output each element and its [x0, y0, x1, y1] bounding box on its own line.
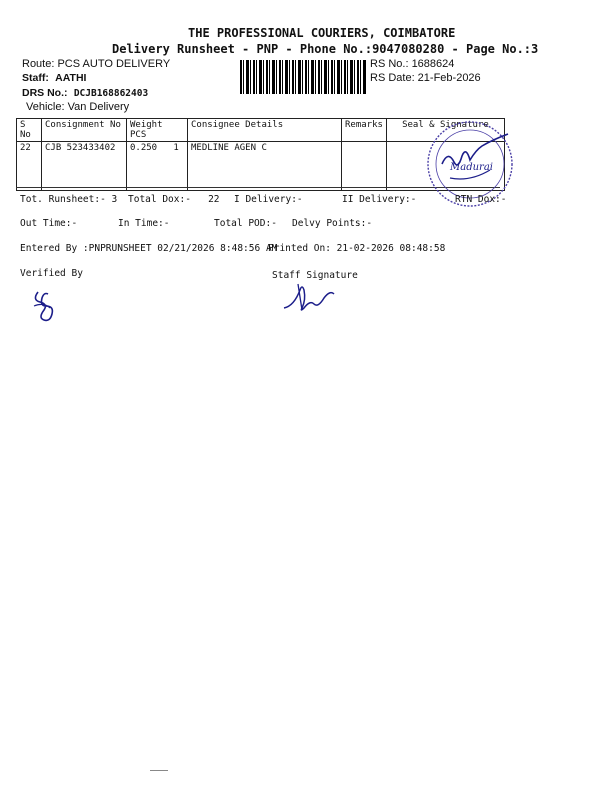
stamp-text: Madurai — [450, 162, 493, 173]
cell-consignment: CJB 523433402 — [42, 142, 127, 191]
route-text: Route: PCS AUTO DELIVERY — [22, 58, 171, 70]
verified-signature — [28, 288, 58, 324]
rtn-dox: RTN Dox:- — [455, 194, 507, 205]
drs-value: DCJB168862403 — [73, 88, 149, 99]
staff-row — [22, 72, 86, 84]
staff-value: AATHI — [55, 72, 87, 84]
cell-consignee: MEDLINE AGEN C — [188, 142, 342, 191]
rs-number: RS No.: 1688624 — [370, 58, 455, 70]
header-weight: Weight — [130, 120, 163, 130]
drs-row — [22, 87, 148, 99]
verified-by-label: Verified By — [20, 268, 83, 279]
header-consignee: Consignee Details — [188, 119, 342, 142]
header-pcs: PCS — [130, 130, 147, 140]
delvy-points: Delvy Points:- — [292, 218, 373, 229]
total-pod: Total POD:- — [214, 218, 277, 229]
header-sno: S No — [17, 119, 42, 142]
company-title: THE PROFESSIONAL COURIERS, COIMBATORE — [188, 26, 456, 40]
rs-date: RS Date: 21-Feb-2026 — [370, 72, 481, 84]
in-time: In Time:- — [118, 218, 170, 229]
out-time: Out Time:- — [20, 218, 78, 229]
total-dox: Total Dox:- 22 — [128, 194, 220, 205]
stray-mark — [150, 770, 168, 771]
staff-signature-label: Staff Signature — [272, 270, 358, 281]
cell-weight-pcs — [127, 142, 188, 191]
cell-pcs: 1 — [173, 143, 179, 153]
ii-delivery: II Delivery:- — [342, 194, 417, 205]
i-delivery: I Delivery:- — [234, 194, 303, 205]
staff-label: Staff: — [22, 72, 49, 84]
header-remarks: Remarks — [342, 119, 387, 142]
cell-remarks — [342, 142, 387, 191]
drs-label: DRS No.: — [22, 87, 68, 99]
tot-runsheet: Tot. Runsheet:- 3 — [20, 194, 118, 205]
header-weight-pcs — [127, 119, 188, 142]
cell-weight: 0.250 — [130, 143, 158, 153]
header-consignment: Consignment No — [42, 119, 127, 142]
staff-signature — [280, 280, 352, 314]
vehicle-text: Vehicle: Van Delivery — [26, 101, 130, 113]
cell-sno: 22 — [17, 142, 42, 191]
entered-by: Entered By :PNPRUNSHEET 02/21/2026 8:48:56 AM — [20, 243, 278, 254]
header-seal: Seal & Signature — [386, 119, 504, 142]
barcode — [240, 60, 366, 94]
runsheet-subtitle: Delivery Runsheet - PNP - Phone No.:9047080280 - Page No.:3 — [112, 42, 539, 56]
printed-on: Printed On: 21-02-2026 08:48:58 — [268, 243, 446, 254]
